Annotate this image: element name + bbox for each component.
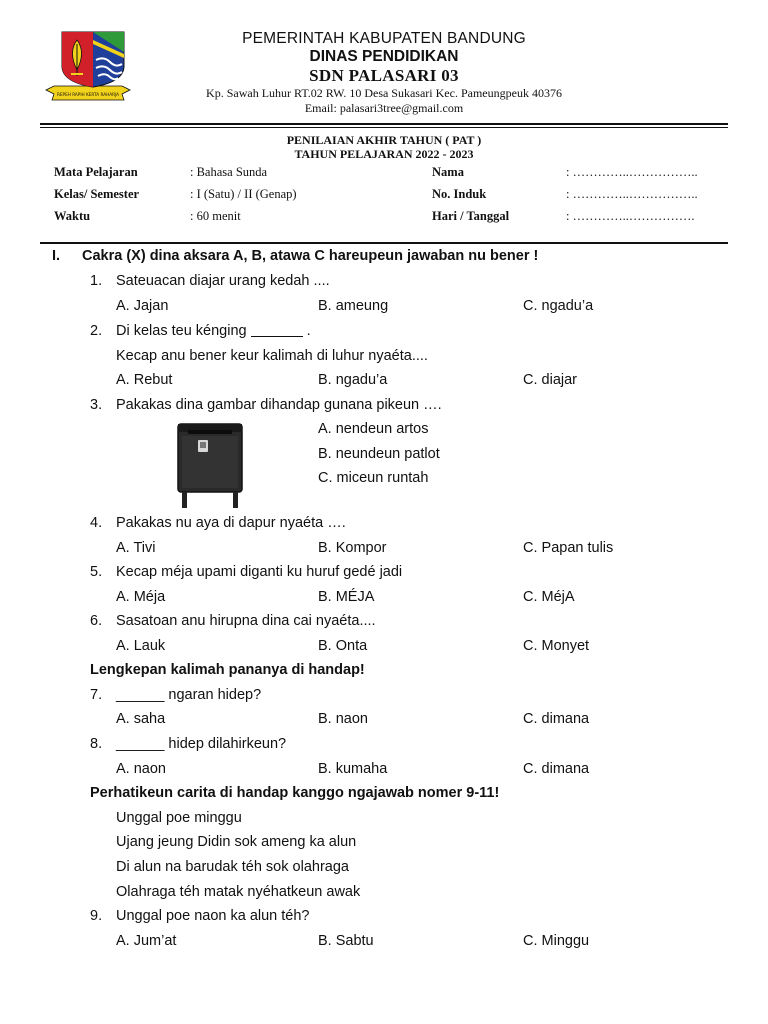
question-number: 8.	[90, 736, 103, 752]
question-text-start: Di kelas teu kénging	[116, 323, 247, 339]
question-text: Sateuacan diajar urang kedah ....	[116, 273, 330, 289]
question-number: 4.	[90, 515, 103, 531]
government-name: PEMERINTAH KABUPATEN BANDUNG	[242, 30, 526, 47]
option-c[interactable]: C. diajar	[523, 372, 577, 388]
question-text-2: Kecap anu bener keur kalimah di luhur nyaéta....	[116, 348, 428, 364]
answer-blank	[251, 323, 303, 337]
letterhead-divider-thin	[40, 127, 728, 128]
option-a[interactable]: A. Méja	[116, 589, 166, 605]
question-text: Kecap méja upami diganti ku huruf gedé jadi	[116, 564, 403, 580]
story-line: Unggal poe minggu	[116, 810, 242, 826]
option-b[interactable]: B. naon	[318, 711, 368, 727]
option-c[interactable]: C. miceun runtah	[318, 470, 429, 486]
question-text: Pakakas nu aya di dapur nyaéta ….	[116, 515, 346, 531]
school-email: Email: palasari3tree@gmail.com	[304, 101, 464, 115]
option-c[interactable]: C. dimana	[523, 761, 590, 777]
option-c[interactable]: C. dimana	[523, 711, 590, 727]
question-text: ______ hidep dilahirkeun?	[116, 736, 287, 752]
option-a[interactable]: A. Rebut	[116, 372, 173, 388]
exam-title: PENILAIAN AKHIR TAHUN ( PAT )	[286, 133, 482, 147]
question-text-end: .	[306, 323, 311, 339]
subject-label: Mata Pelajaran	[54, 165, 138, 179]
student-id-label: No. Induk	[432, 187, 487, 201]
sub-instruction: Perhatikeun carita di handap kanggo ngajawab nomer 9-11!	[90, 785, 500, 801]
option-b[interactable]: B. ameung	[318, 298, 389, 314]
info-divider	[40, 242, 728, 244]
option-a[interactable]: A. Tivi	[116, 540, 156, 556]
question-number: 5.	[90, 564, 103, 580]
question-number: 3.	[90, 397, 103, 413]
student-id-field: : …………..……………..	[566, 187, 698, 201]
option-a[interactable]: A. Jum’at	[116, 933, 177, 949]
exam-heading	[40, 133, 728, 161]
option-b[interactable]: B. Kompor	[318, 540, 387, 556]
trash-bin-image	[174, 420, 246, 510]
question-number: 2.	[90, 323, 103, 339]
option-c[interactable]: C. Monyet	[523, 638, 590, 654]
option-b[interactable]: B. Onta	[318, 638, 368, 654]
question-number: 1.	[90, 273, 103, 289]
story-line: Di alun na barudak téh sok olahraga	[116, 859, 349, 875]
option-c[interactable]: C. MéjA	[523, 589, 575, 605]
option-a[interactable]: A. Jajan	[116, 298, 169, 314]
option-c[interactable]: C. Papan tulis	[523, 540, 614, 556]
info-row	[0, 187, 768, 203]
option-b[interactable]: B. kumaha	[318, 761, 388, 777]
sub-instruction: Lengkepan kalimah pananya di handap!	[90, 662, 365, 678]
section-instruction-text: Cakra (X) dina aksara A, B, atawa C hareupeun jawaban nu bener !	[82, 248, 539, 264]
class-label: Kelas/ Semester	[54, 187, 140, 201]
question-text: Pakakas dina gambar dihandap gunana pikeun ….	[116, 397, 442, 413]
option-a[interactable]: A. saha	[116, 711, 166, 727]
class-value: : I (Satu) / II (Genap)	[190, 187, 297, 201]
question-text	[116, 322, 311, 340]
question-text: Unggal poe naon ka alun téh?	[116, 908, 310, 924]
school-name: SDN PALASARI 03	[309, 66, 459, 85]
question-number: 6.	[90, 613, 103, 629]
regency-crest-logo	[44, 30, 132, 104]
option-a[interactable]: A. Lauk	[116, 638, 166, 654]
question-text: ______ ngaran hidep?	[116, 687, 262, 703]
name-field: : …………..……………..	[566, 165, 698, 179]
question-number: 7.	[90, 687, 103, 703]
option-a[interactable]: A. nendeun artos	[318, 421, 429, 437]
exam-info-table	[0, 165, 768, 225]
question-text: Sasatoan anu hirupna dina cai nyaéta....	[116, 613, 376, 629]
date-label: Hari / Tanggal	[432, 209, 510, 223]
info-row	[0, 209, 768, 225]
letterhead	[150, 30, 618, 116]
office-name: DINAS PENDIDIKAN	[309, 48, 459, 65]
question-number: 9.	[90, 908, 103, 924]
info-row	[0, 165, 768, 181]
option-a[interactable]: A. naon	[116, 761, 166, 777]
section-number: I.	[52, 248, 61, 264]
time-label: Waktu	[54, 209, 91, 223]
school-address: Kp. Sawah Luhur RT.02 RW. 10 Desa Sukasari Kec. Pameungpeuk 40376	[206, 86, 562, 100]
option-b[interactable]: B. Sabtu	[318, 933, 374, 949]
letterhead-divider	[40, 123, 728, 125]
option-c[interactable]: C. Minggu	[523, 933, 590, 949]
svg-text:REPEH RAPIH KERTA RAHARJA: REPEH RAPIH KERTA RAHARJA	[56, 92, 120, 98]
option-c[interactable]: C. ngadu’a	[523, 298, 594, 314]
exam-year: TAHUN PELAJARAN 2022 - 2023	[294, 147, 474, 161]
story-line: Ujang jeung Didin sok ameng ka alun	[116, 834, 357, 850]
option-b[interactable]: B. MÉJA	[318, 589, 375, 605]
subject-value: : Bahasa Sunda	[190, 165, 268, 179]
option-b[interactable]: B. ngadu’a	[318, 372, 388, 388]
section-instruction	[52, 248, 538, 264]
date-field: : …………..…………….	[566, 209, 695, 223]
story-line: Olahraga téh matak nyéhatkeun awak	[116, 884, 361, 900]
option-b[interactable]: B. neundeun patlot	[318, 446, 440, 462]
name-label: Nama	[432, 165, 464, 179]
time-value: : 60 menit	[190, 209, 241, 223]
